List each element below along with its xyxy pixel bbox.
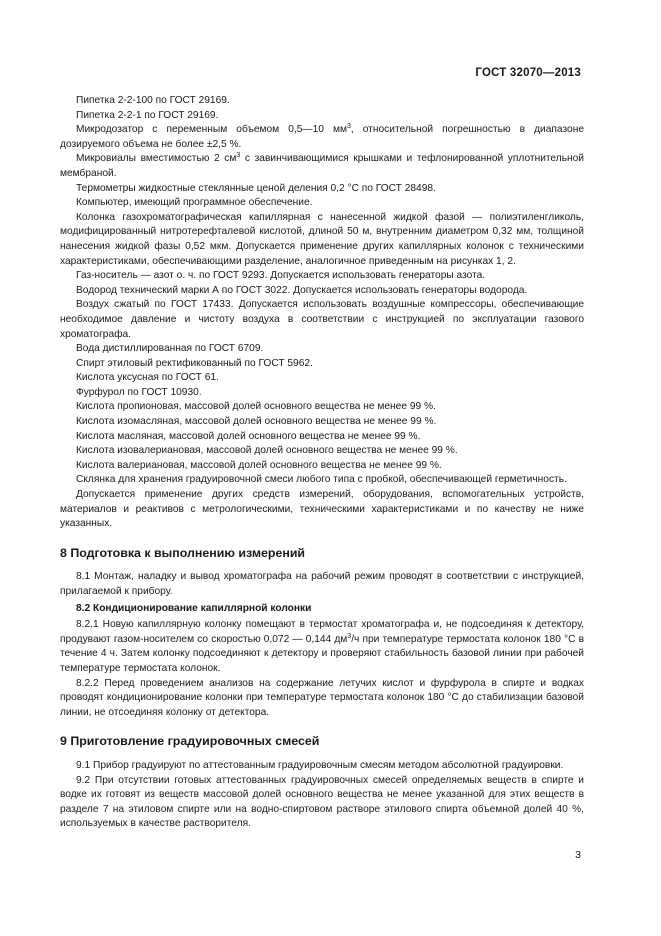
paragraph-8-2-2: 8.2.2 Перед проведением анализов на содержание летучих кислот и фурфурола в спирте и водках проводят кондиционирование колонки при температуре термостата колонок 180 °С до стабилизации базовой линии, не отсоединяя колонку от детектора. <box>60 677 584 718</box>
subsection-8-2-heading: 8.2 Кондиционирование капиллярной колонки <box>76 602 312 614</box>
paragraph: Колонка газохроматографическая капиллярная с нанесенной жидкой фазой — полиэтиленгликоль, модифицированный нитротерефталевой кислотой, длиной 50 м, внутренним диаметром 0,32 мм, толщиной нанесения жидкой фазы 0,52 мкм. Допускается применение других капиллярных колонок с техническими характеристиками, обеспечивающими разделение, аналогичное приведенным на рисунках 1, 2. <box>60 211 584 267</box>
paragraph: Склянка для хранения градуировочной смеси любого типа с пробкой, обеспечивающей герметичность. <box>76 474 567 486</box>
paragraph: Термометры жидкостные стеклянные ценой деления 0,2 °С по ГОСТ 28498. <box>76 182 436 194</box>
paragraph-8-2-1: 8.2.1 Новую капиллярную колонку помещают в термостат хроматографа и, не подсоединяя к детектору, продувают газом-носителем со скоростью 0,072 — 0,144 $дм^3/ч$ при температуре термостата колонок 180 °С в течение 4 ч. Затем колонку подсоединяют к детектору и проверяют стабильность базовой линии при рабочей температуре термостата колонок. <box>60 619 584 674</box>
paragraph-8-1: 8.1 Монтаж, наладку и вывод хроматографа на рабочий режим проводят в соответствии с инструкцией, прилагаемой к прибору. <box>60 571 584 597</box>
paragraph-9-1: 9.1 Прибор градуируют по аттестованным градуировочным смесям методом абсолютной градуировки. <box>76 759 564 771</box>
paragraph-microvials: Микровиалы вместимостью 2 $см^3$ с завинчивающимися крышками и тефлонированной уплотнительной мембраной. <box>60 152 584 179</box>
paragraph: Кислота изомасляная, массовой долей основного вещества не менее 99 %. <box>76 416 437 428</box>
paragraph: Спирт этиловый ректификованный по ГОСТ 5962. <box>76 357 313 369</box>
paragraph: Пипетка 2-2-100 по ГОСТ 29169. <box>76 95 230 106</box>
paragraph-microdoser: Микродозатор с переменным объемом 0,5—10 $мм^3$, относительной погрешностью в диапазоне дозируемого объема не более ±2,5 %. <box>60 123 584 150</box>
paragraph: Воздух сжатый по ГОСТ 17433. Допускается использовать воздушные компрессоры, обеспечивающие необходимое давление и чистоту воздуха в соответствии с инструкцией по эксплуатации газового хроматографа. <box>60 299 584 340</box>
paragraph: Вода дистиллированная по ГОСТ 6709. <box>76 343 264 355</box>
document-code-header: ГОСТ 32070—2013 <box>475 67 581 79</box>
paragraph: Газ-носитель — азот о. ч. по ГОСТ 9293. Допускается использовать генераторы азота. <box>76 270 486 282</box>
paragraph: Допускается применение других средств измерений, оборудования, вспомогательных устройств, материалов и реактивов с метрологическими, техническими характеристиками и по качеству не ниже указанных. <box>60 489 584 530</box>
paragraph: Кислота уксусная по ГОСТ 61. <box>76 372 219 384</box>
section-9-heading: 9 Приготовление градуировочных смесей <box>60 734 320 749</box>
paragraph: Водород технический марки А по ГОСТ 3022. Допускается использовать генераторы водорода. <box>76 284 528 296</box>
section-8-heading: 8 Подготовка к выполнению измерений <box>60 545 306 560</box>
paragraph: Кислота изовалериановая, массовой долей основного вещества не менее 99 %. <box>76 445 458 457</box>
paragraph: Пипетка 2-2-1 по ГОСТ 29169. <box>76 109 219 121</box>
paragraph: Компьютер, имеющий программное обеспечение. <box>76 197 313 209</box>
paragraph: Фурфурол по ГОСТ 10930. <box>76 386 202 398</box>
paragraph: Кислота валериановая, массовой долей основного вещества не менее 99 %. <box>76 459 442 471</box>
page-number: 3 <box>575 849 581 861</box>
paragraph: Кислота пропионовая, массовой долей основного вещества не менее 99 %. <box>76 401 436 413</box>
paragraph-9-2: 9.2 При отсутствии готовых аттестованных градуировочных смесей определяемых веществ в спирте и водке их готовят из веществ массовой долей основного вещества не менее указанной для этих веществ в разделе 7 на этиловом спирте или на водно-спиртовом растворе этилового спирта объемной долей 40 %, используемых в качестве растворителя. <box>60 774 584 830</box>
paragraph: Кислота масляная, массовой долей основного вещества не менее 99 %. <box>76 430 421 442</box>
page-body <box>60 94 584 832</box>
